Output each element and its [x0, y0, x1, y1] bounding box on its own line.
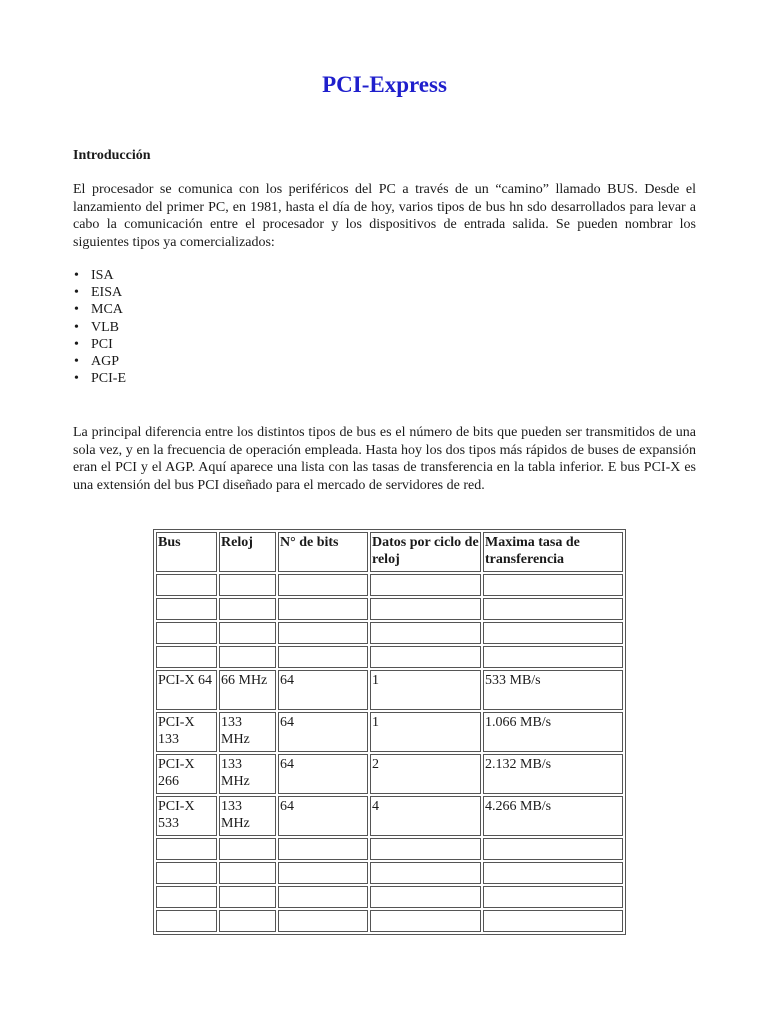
list-item-label: VLB — [91, 319, 119, 335]
bullet-icon: • — [74, 285, 79, 301]
table-cell — [278, 910, 368, 932]
table-cell — [370, 622, 481, 644]
section-heading-introduccion: Introducción — [73, 148, 151, 163]
table-cell — [156, 886, 217, 908]
list-item-label: EISA — [91, 285, 123, 301]
table-cell: 2 — [370, 754, 481, 794]
table-cell — [483, 910, 623, 932]
bullet-icon: • — [74, 319, 79, 335]
table-cell — [483, 886, 623, 908]
table-row — [156, 796, 623, 836]
bullet-icon: • — [74, 354, 79, 370]
table-cell: PCI-X 133 — [156, 712, 217, 752]
table-cell: 4.266 MB/s — [483, 796, 623, 836]
list-item-label: PCI-E — [91, 371, 126, 387]
table-cell — [156, 838, 217, 860]
table-cell: PCI-X 64 — [156, 670, 217, 710]
table-cell: 4 — [370, 796, 481, 836]
list-item-label: AGP — [91, 354, 120, 370]
list-item — [73, 267, 126, 284]
table-cell — [219, 910, 276, 932]
intro-paragraph: El procesador se comunica con los periféricos del PC a través de un “camino” llamado BUS. Desde el lanzamiento del primer PC, en 1981, hasta el día de hoy, varios tipos de bus hn sdo desarrollados para levar a cabo la comunicación entre el procesador y los dispositivos de entrada salida. Se pueden nombrar los siguientes tipos ya comercializados: — [73, 182, 696, 250]
table-cell: 133 MHz — [219, 754, 276, 794]
list-item — [73, 284, 126, 301]
table-cell: 66 MHz — [219, 670, 276, 710]
header-bus: Bus — [156, 532, 217, 572]
table-cell: 64 — [278, 712, 368, 752]
table-cell — [219, 574, 276, 596]
table-cell: 1.066 MB/s — [483, 712, 623, 752]
table-cell — [370, 862, 481, 884]
table-cell — [483, 574, 623, 596]
table-cell — [483, 622, 623, 644]
table-cell: 133 MHz — [219, 712, 276, 752]
header-maxima-tasa: Maxima tasa de transferencia — [483, 532, 623, 572]
table-cell: 1 — [370, 712, 481, 752]
list-item — [73, 370, 126, 387]
header-num-bits: N° de bits — [278, 532, 368, 572]
table-cell — [278, 646, 368, 668]
table-cell — [278, 574, 368, 596]
table-cell — [156, 646, 217, 668]
list-item-label: MCA — [91, 302, 123, 318]
table-cell: 2.132 MB/s — [483, 754, 623, 794]
table-cell — [156, 598, 217, 620]
table-cell — [156, 862, 217, 884]
list-item — [73, 319, 126, 336]
table-cell — [483, 838, 623, 860]
table-cell — [219, 598, 276, 620]
table-cell: 64 — [278, 796, 368, 836]
list-item — [73, 301, 126, 318]
table-body — [156, 574, 623, 932]
bus-difference-paragraph: La principal diferencia entre los distintos tipos de bus es el número de bits que pueden ser transmitidos de una sola vez, y en la frecuencia de operación empleada. Hasta hoy los dos tipos más rápidos de buses de expansión eran el PCI y el AGP. Aquí aparece una lista con las tasas de transferencia en la tabla inferior. E bus PCI-X es una extensión del bus PCI diseñado para el mercado de servidores de red. — [73, 425, 696, 493]
table-row — [156, 622, 623, 644]
table-cell: 533 MB/s — [483, 670, 623, 710]
table-row — [156, 838, 623, 860]
table-cell — [370, 886, 481, 908]
table-cell — [483, 646, 623, 668]
page-title: PCI-Express — [322, 72, 447, 97]
table-cell — [370, 598, 481, 620]
table-cell: 64 — [278, 754, 368, 794]
table-cell — [483, 598, 623, 620]
list-item — [73, 336, 126, 353]
table-header-row — [156, 532, 623, 572]
table-cell — [278, 622, 368, 644]
bullet-icon: • — [74, 371, 79, 387]
header-reloj: Reloj — [219, 532, 276, 572]
table-cell — [156, 622, 217, 644]
table-cell: 133 MHz — [219, 796, 276, 836]
table-cell: 64 — [278, 670, 368, 710]
table-cell — [219, 838, 276, 860]
bullet-icon: • — [74, 302, 79, 318]
bullet-icon: • — [74, 268, 79, 283]
table-cell — [370, 574, 481, 596]
header-datos-por-ciclo: Datos por ciclo de reloj — [370, 532, 481, 572]
table-row — [156, 574, 623, 596]
table-cell — [219, 886, 276, 908]
table-cell — [219, 622, 276, 644]
table-cell — [156, 910, 217, 932]
table-cell — [278, 598, 368, 620]
bus-types-list — [73, 267, 126, 387]
transfer-rate-table — [153, 529, 626, 935]
list-item-label: PCI — [91, 336, 113, 352]
table-cell — [370, 646, 481, 668]
table-row — [156, 862, 623, 884]
table-row — [156, 754, 623, 794]
table-cell: 1 — [370, 670, 481, 710]
list-item-label: ISA — [91, 268, 114, 283]
table-row — [156, 670, 623, 710]
table-cell — [219, 646, 276, 668]
list-item — [73, 353, 126, 370]
table-cell — [370, 838, 481, 860]
table-row — [156, 712, 623, 752]
table-cell — [278, 886, 368, 908]
table-row — [156, 598, 623, 620]
table-cell: PCI-X 533 — [156, 796, 217, 836]
table-cell — [278, 862, 368, 884]
table-row — [156, 910, 623, 932]
table-row — [156, 886, 623, 908]
bullet-icon: • — [74, 336, 79, 352]
table-row — [156, 646, 623, 668]
table-cell — [483, 862, 623, 884]
table-cell: PCI-X 266 — [156, 754, 217, 794]
table-cell — [278, 838, 368, 860]
table-cell — [370, 910, 481, 932]
table-cell — [219, 862, 276, 884]
table-cell — [156, 574, 217, 596]
